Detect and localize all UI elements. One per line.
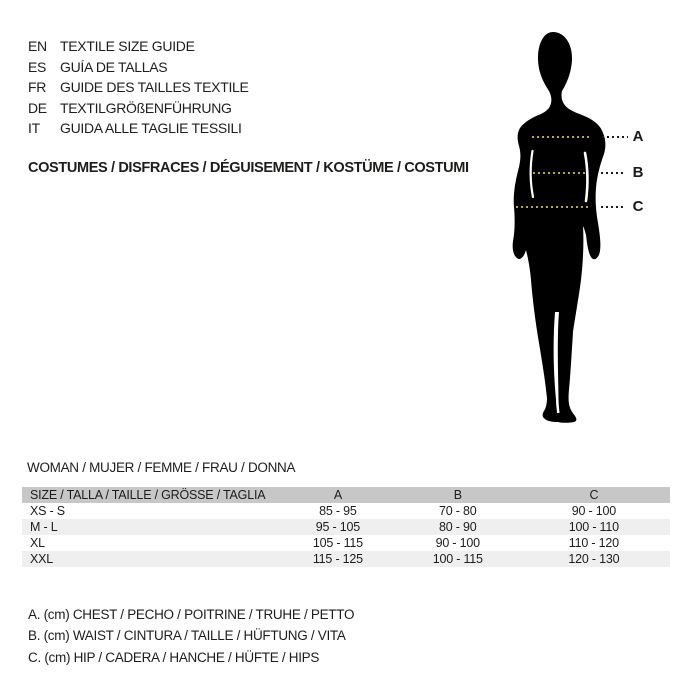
guide-title-fr: GUIDE DES TAILLES TEXTILE <box>60 79 249 96</box>
hip-range-cell: 100 - 110 <box>518 519 670 535</box>
language-code: ES <box>28 58 47 75</box>
size-cell: M - L <box>22 519 278 535</box>
guide-title-es: GUÍA DE TALLAS <box>60 58 168 75</box>
guide-title-en: TEXTILE SIZE GUIDE <box>60 38 195 55</box>
chest-range-cell: 85 - 95 <box>319 504 357 518</box>
col-header-b: B <box>398 487 518 503</box>
table-row-m-l <box>22 519 670 535</box>
chest-line-on-body <box>532 136 589 138</box>
waist-marker-label: B <box>632 164 644 181</box>
hip-line-on-body <box>516 206 590 208</box>
size-table-container <box>22 487 670 567</box>
table-row-xl <box>22 535 670 551</box>
chest-line-leader <box>602 136 628 138</box>
legend-hip: C. (cm) HIP / CADERA / HANCHE / HÜFTE / HIPS <box>28 649 320 665</box>
table-row-xxl <box>22 551 670 567</box>
language-code: EN <box>28 38 47 55</box>
col-header-c: C <box>518 487 670 503</box>
hip-line-leader <box>601 206 626 208</box>
chest-range-cell: 95 - 105 <box>278 519 398 535</box>
size-table <box>22 487 670 567</box>
language-code: DE <box>28 99 47 116</box>
size-cell: XXL <box>22 551 278 567</box>
waist-range-cell: 100 - 115 <box>398 551 518 567</box>
chest-range-cell: 115 - 125 <box>278 551 398 567</box>
waist-range-cell: 80 - 90 <box>398 519 518 535</box>
waist-range-cell: 70 - 80 <box>439 504 477 518</box>
language-row-it <box>28 118 249 139</box>
language-row-de <box>28 98 249 119</box>
size-cell: XL <box>30 536 45 550</box>
guide-title-de: TEXTILGRÖßENFÜHRUNG <box>60 99 232 116</box>
language-row-fr <box>28 77 249 98</box>
hip-marker-label: C <box>632 198 644 215</box>
table-section-title: WOMAN / MUJER / FEMME / FRAU / DONNA <box>27 460 296 475</box>
hip-range-cell: 110 - 120 <box>568 536 619 550</box>
chest-marker-label: A <box>632 128 644 145</box>
hip-range-cell: 90 - 100 <box>571 504 616 518</box>
col-header-a: A <box>278 487 398 503</box>
legend-chest: A. (cm) CHEST / PECHO / POITRINE / TRUHE / PETTO <box>28 607 355 623</box>
legend-waist: B. (cm) WAIST / CINTURA / TAILLE / HÜFTUNG / VITA <box>28 628 346 644</box>
chest-range-cell: 105 - 115 <box>312 536 363 550</box>
language-row-es <box>28 57 249 78</box>
guide-title-it: GUIDA ALLE TAGLIE TESSILI <box>60 120 242 137</box>
waist-line-on-body <box>533 172 586 174</box>
language-code: IT <box>28 120 40 137</box>
silhouette-body <box>513 32 606 423</box>
language-list <box>28 36 249 139</box>
waist-range-cell: 90 - 100 <box>435 536 480 550</box>
measurement-legend <box>28 604 354 668</box>
size-table-header-row <box>22 487 670 503</box>
category-title: COSTUMES / DISFRACES / DÉGUISEMENT / KOSTÜME / COSTUMI <box>28 159 469 176</box>
col-header-size: SIZE / TALLA / TAILLE / GRÖSSE / TAGLIA <box>22 487 278 503</box>
language-row-en <box>28 36 249 57</box>
hip-range-cell: 120 - 130 <box>518 551 670 567</box>
language-code: FR <box>28 79 47 96</box>
table-row-xs-s <box>22 503 670 519</box>
woman-silhouette-figure <box>503 30 620 430</box>
waist-line-leader <box>601 172 626 174</box>
size-cell: XS - S <box>30 504 65 518</box>
